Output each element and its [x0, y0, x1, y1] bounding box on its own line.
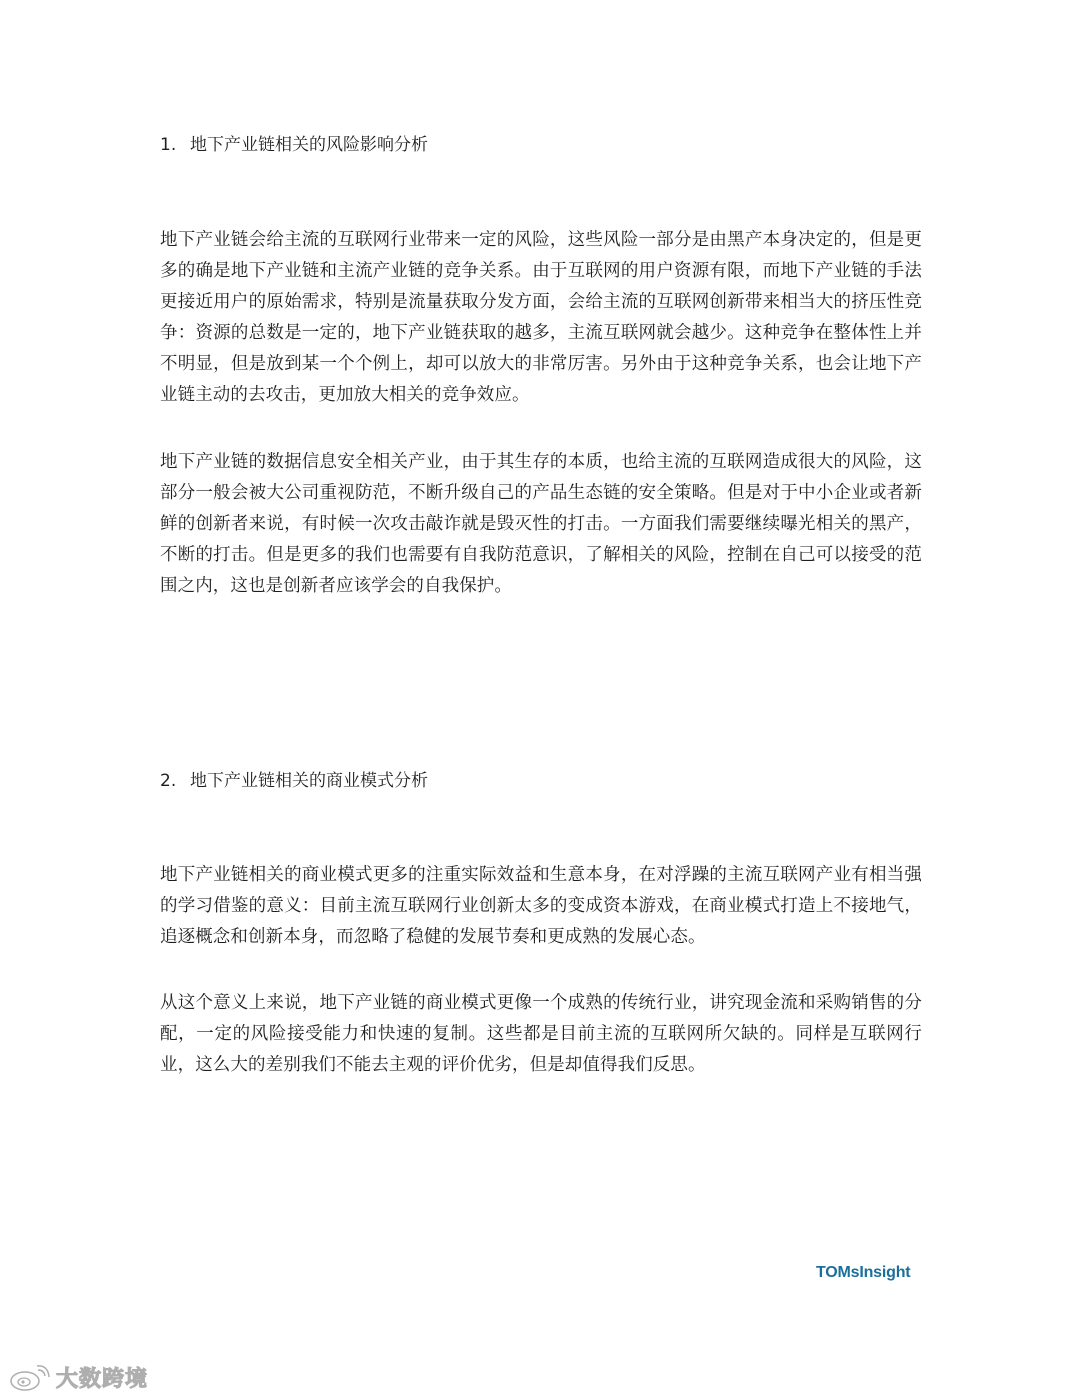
weibo-logo-icon — [8, 1364, 50, 1392]
section-2-paragraph-2: 从这个意义上来说，地下产业链的商业模式更像一个成熟的传统行业，讲究现金流和采购销售的分配，一定的风险接受能力和快速的复制。这些都是目前主流的互联网所欠缺的。同样是互联网行业，这么大的差别我们不能去主观的评价优劣，但是却值得我们反思。 — [160, 993, 922, 1075]
section-1-heading — [160, 133, 428, 157]
section-2-title: 地下产业链相关的商业模式分析 — [190, 771, 428, 791]
section-2-paragraph-1: 地下产业链相关的商业模式更多的注重实际效益和生意本身，在对浮躁的主流互联网产业有相当强的学习借鉴的意义：目前主流互联网行业创新太多的变成资本游戏，在商业模式打造上不接地气，追逐概念和创新本身，而忽略了稳健的发展节奏和更成熟的发展心态。 — [160, 865, 922, 947]
section-2-number: 2. — [160, 771, 177, 791]
watermark — [8, 1362, 148, 1393]
watermark-text: 大数跨境 — [56, 1367, 149, 1392]
section-1-paragraph-2: 地下产业链的数据信息安全相关产业，由于其生存的本质，也给主流的互联网造成很大的风险，这部分一般会被大公司重视防范，不断升级自己的产品生态链的安全策略。但是对于中小企业或者新鲜的创新者来说，有时候一次攻击敲诈就是毁灭性的打击。一方面我们需要继续曝光相关的黑产，不断的打击。但是更多的我们也需要有自我防范意识，了解相关的风险，控制在自己可以接受的范围之内，这也是创新者应该学会的自我保护。 — [160, 452, 922, 596]
section-1-number: 1. — [160, 135, 177, 155]
section-1-title: 地下产业链相关的风险影响分析 — [190, 135, 428, 155]
brand-logo: TOMsInsight — [816, 1264, 911, 1281]
section-1-paragraph-1: 地下产业链会给主流的互联网行业带来一定的风险，这些风险一部分是由黑产本身决定的，但是更多的确是地下产业链和主流产业链的竞争关系。由于互联网的用户资源有限，而地下产业链的手法更接近用户的原始需求，特别是流量获取分发方面，会给主流的互联网创新带来相当大的挤压性竞争：资源的总数是一定的，地下产业链获取的越多，主流互联网就会越少。这种竞争在整体性上并不明显，但是放到某一个个例上，却可以放大的非常厉害。另外由于这种竞争关系，也会让地下产业链主动的去攻击，更加放大相关的竞争效应。 — [160, 230, 922, 405]
section-2-heading — [160, 769, 428, 793]
